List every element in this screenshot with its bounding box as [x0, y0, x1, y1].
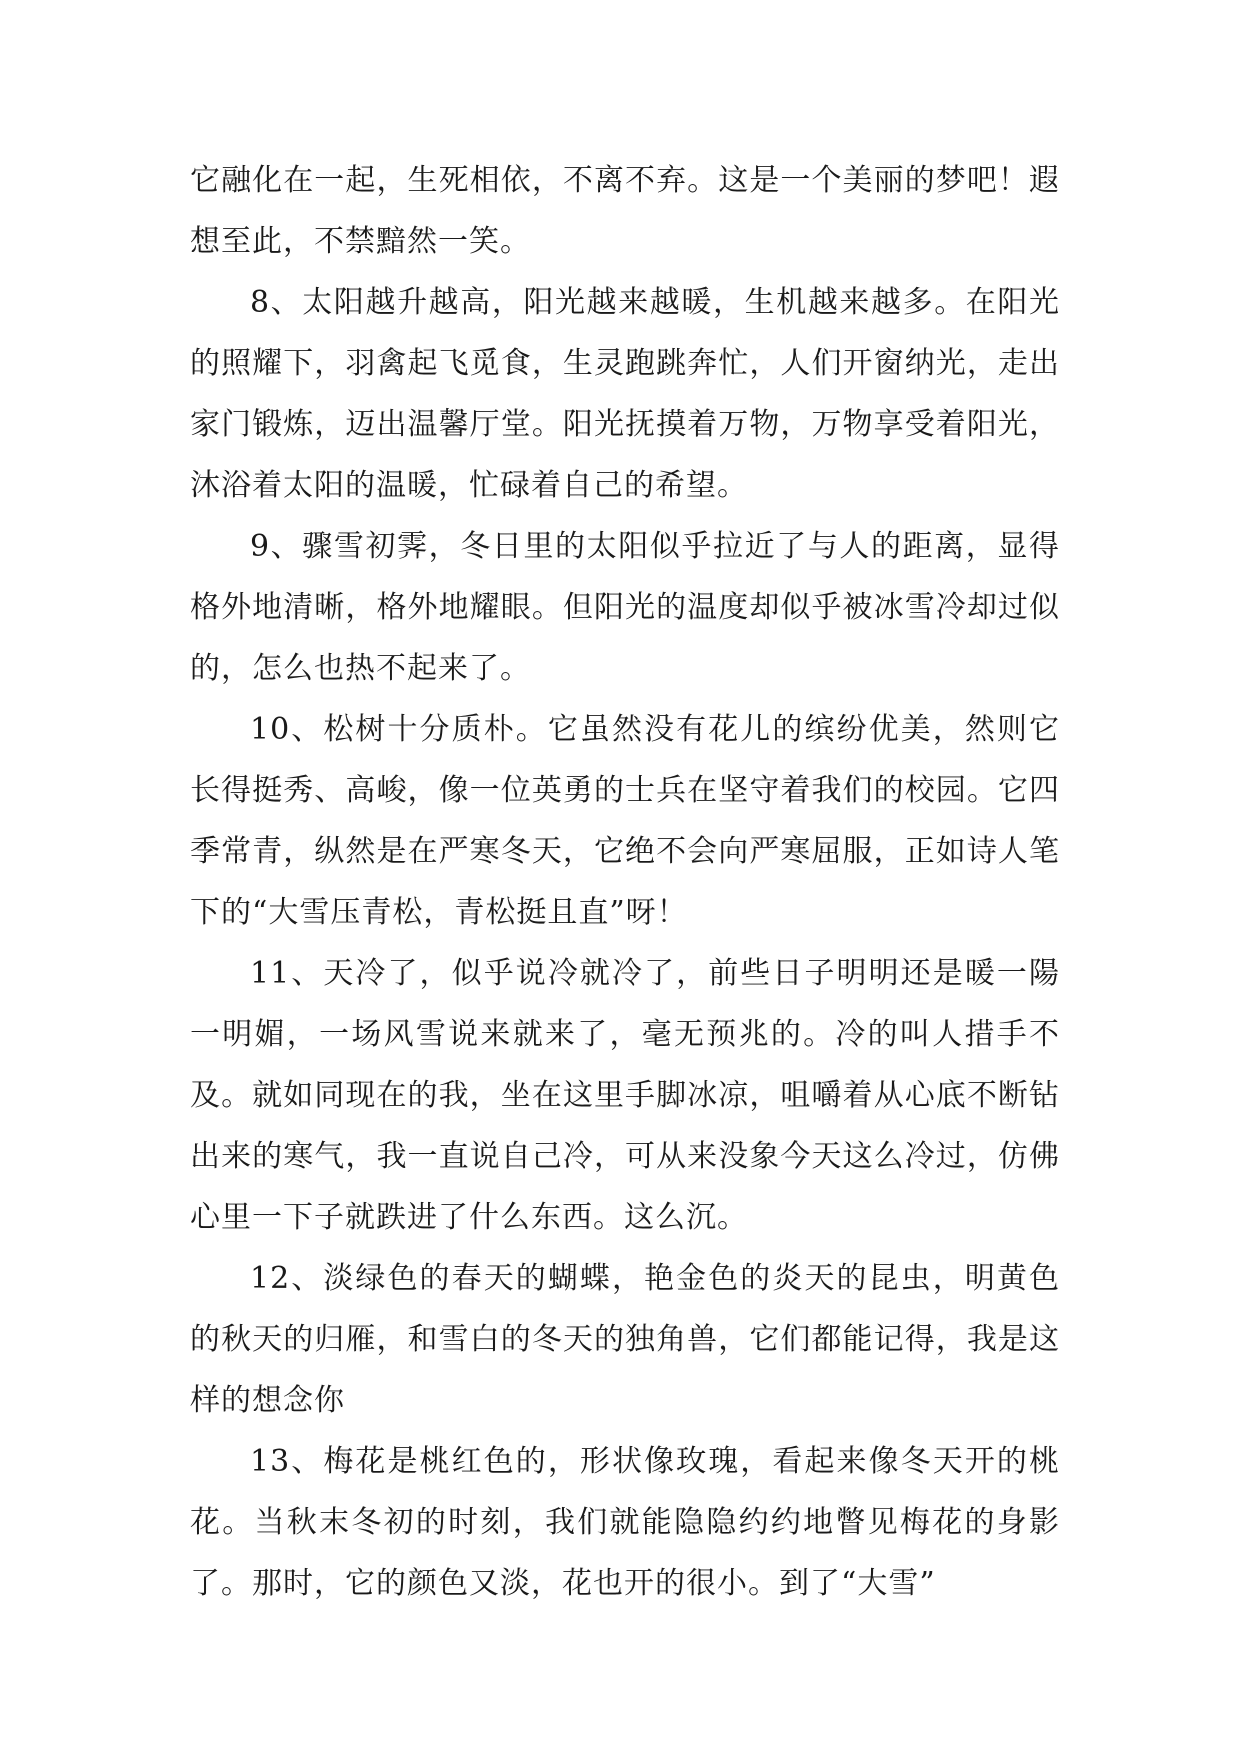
paragraph-9: 9、骤雪初霁，冬日里的太阳似乎拉近了与人的距离，显得格外地清晰，格外地耀眼。但阳光的温度却似乎被冰雪冷却过似的，怎么也热不起来了。 [190, 529, 1060, 686]
paragraph-10: 10、松树十分质朴。它虽然没有花儿的缤纷优美，然则它长得挺秀、高峻，像一位英勇的士兵在坚守着我们的校园。它四季常青，纵然是在严寒冬天，它绝不会向严寒屈服，正如诗人笔下的“大雪压青松，青松挺且直”呀！ [190, 712, 1060, 930]
paragraph-12: 12、淡绿色的春天的蝴蝶，艳金色的炎天的昆虫，明黄色的秋天的归雁，和雪白的冬天的独角兽，它们都能记得，我是这样的想念你 [190, 1261, 1060, 1418]
document-body [190, 150, 1060, 1614]
paragraph-continuation: 它融化在一起，生死相依，不离不弃。这是一个美丽的梦吧！遐想至此，不禁黯然一笑。 [190, 163, 1060, 259]
paragraph-8: 8、太阳越升越高，阳光越来越暖，生机越来越多。在阳光的照耀下，羽禽起飞觅食，生灵跑跳奔忙，人们开窗纳光，走出家门锻炼，迈出温馨厅堂。阳光抚摸着万物，万物享受着阳光，沐浴着太阳的温暖，忙碌着自己的希望。 [190, 285, 1060, 503]
paragraph-11: 11、天冷了，似乎说冷就冷了，前些日子明明还是暖一陽一明媚，一场风雪说来就来了，毫无预兆的。冷的叫人措手不及。就如同现在的我，坐在这里手脚冰凉，咀嚼着从心底不断钻出来的寒气，我一直说自己冷，可从来没象今天这么冷过，仿佛心里一下子就跌进了什么东西。这么沉。 [190, 956, 1060, 1235]
paragraph-13: 13、梅花是桃红色的，形状像玫瑰，看起来像冬天开的桃花。当秋末冬初的时刻，我们就能隐隐约约地瞥见梅花的身影了。那时，它的颜色又淡，花也开的很小。到了“大雪” [190, 1444, 1060, 1601]
